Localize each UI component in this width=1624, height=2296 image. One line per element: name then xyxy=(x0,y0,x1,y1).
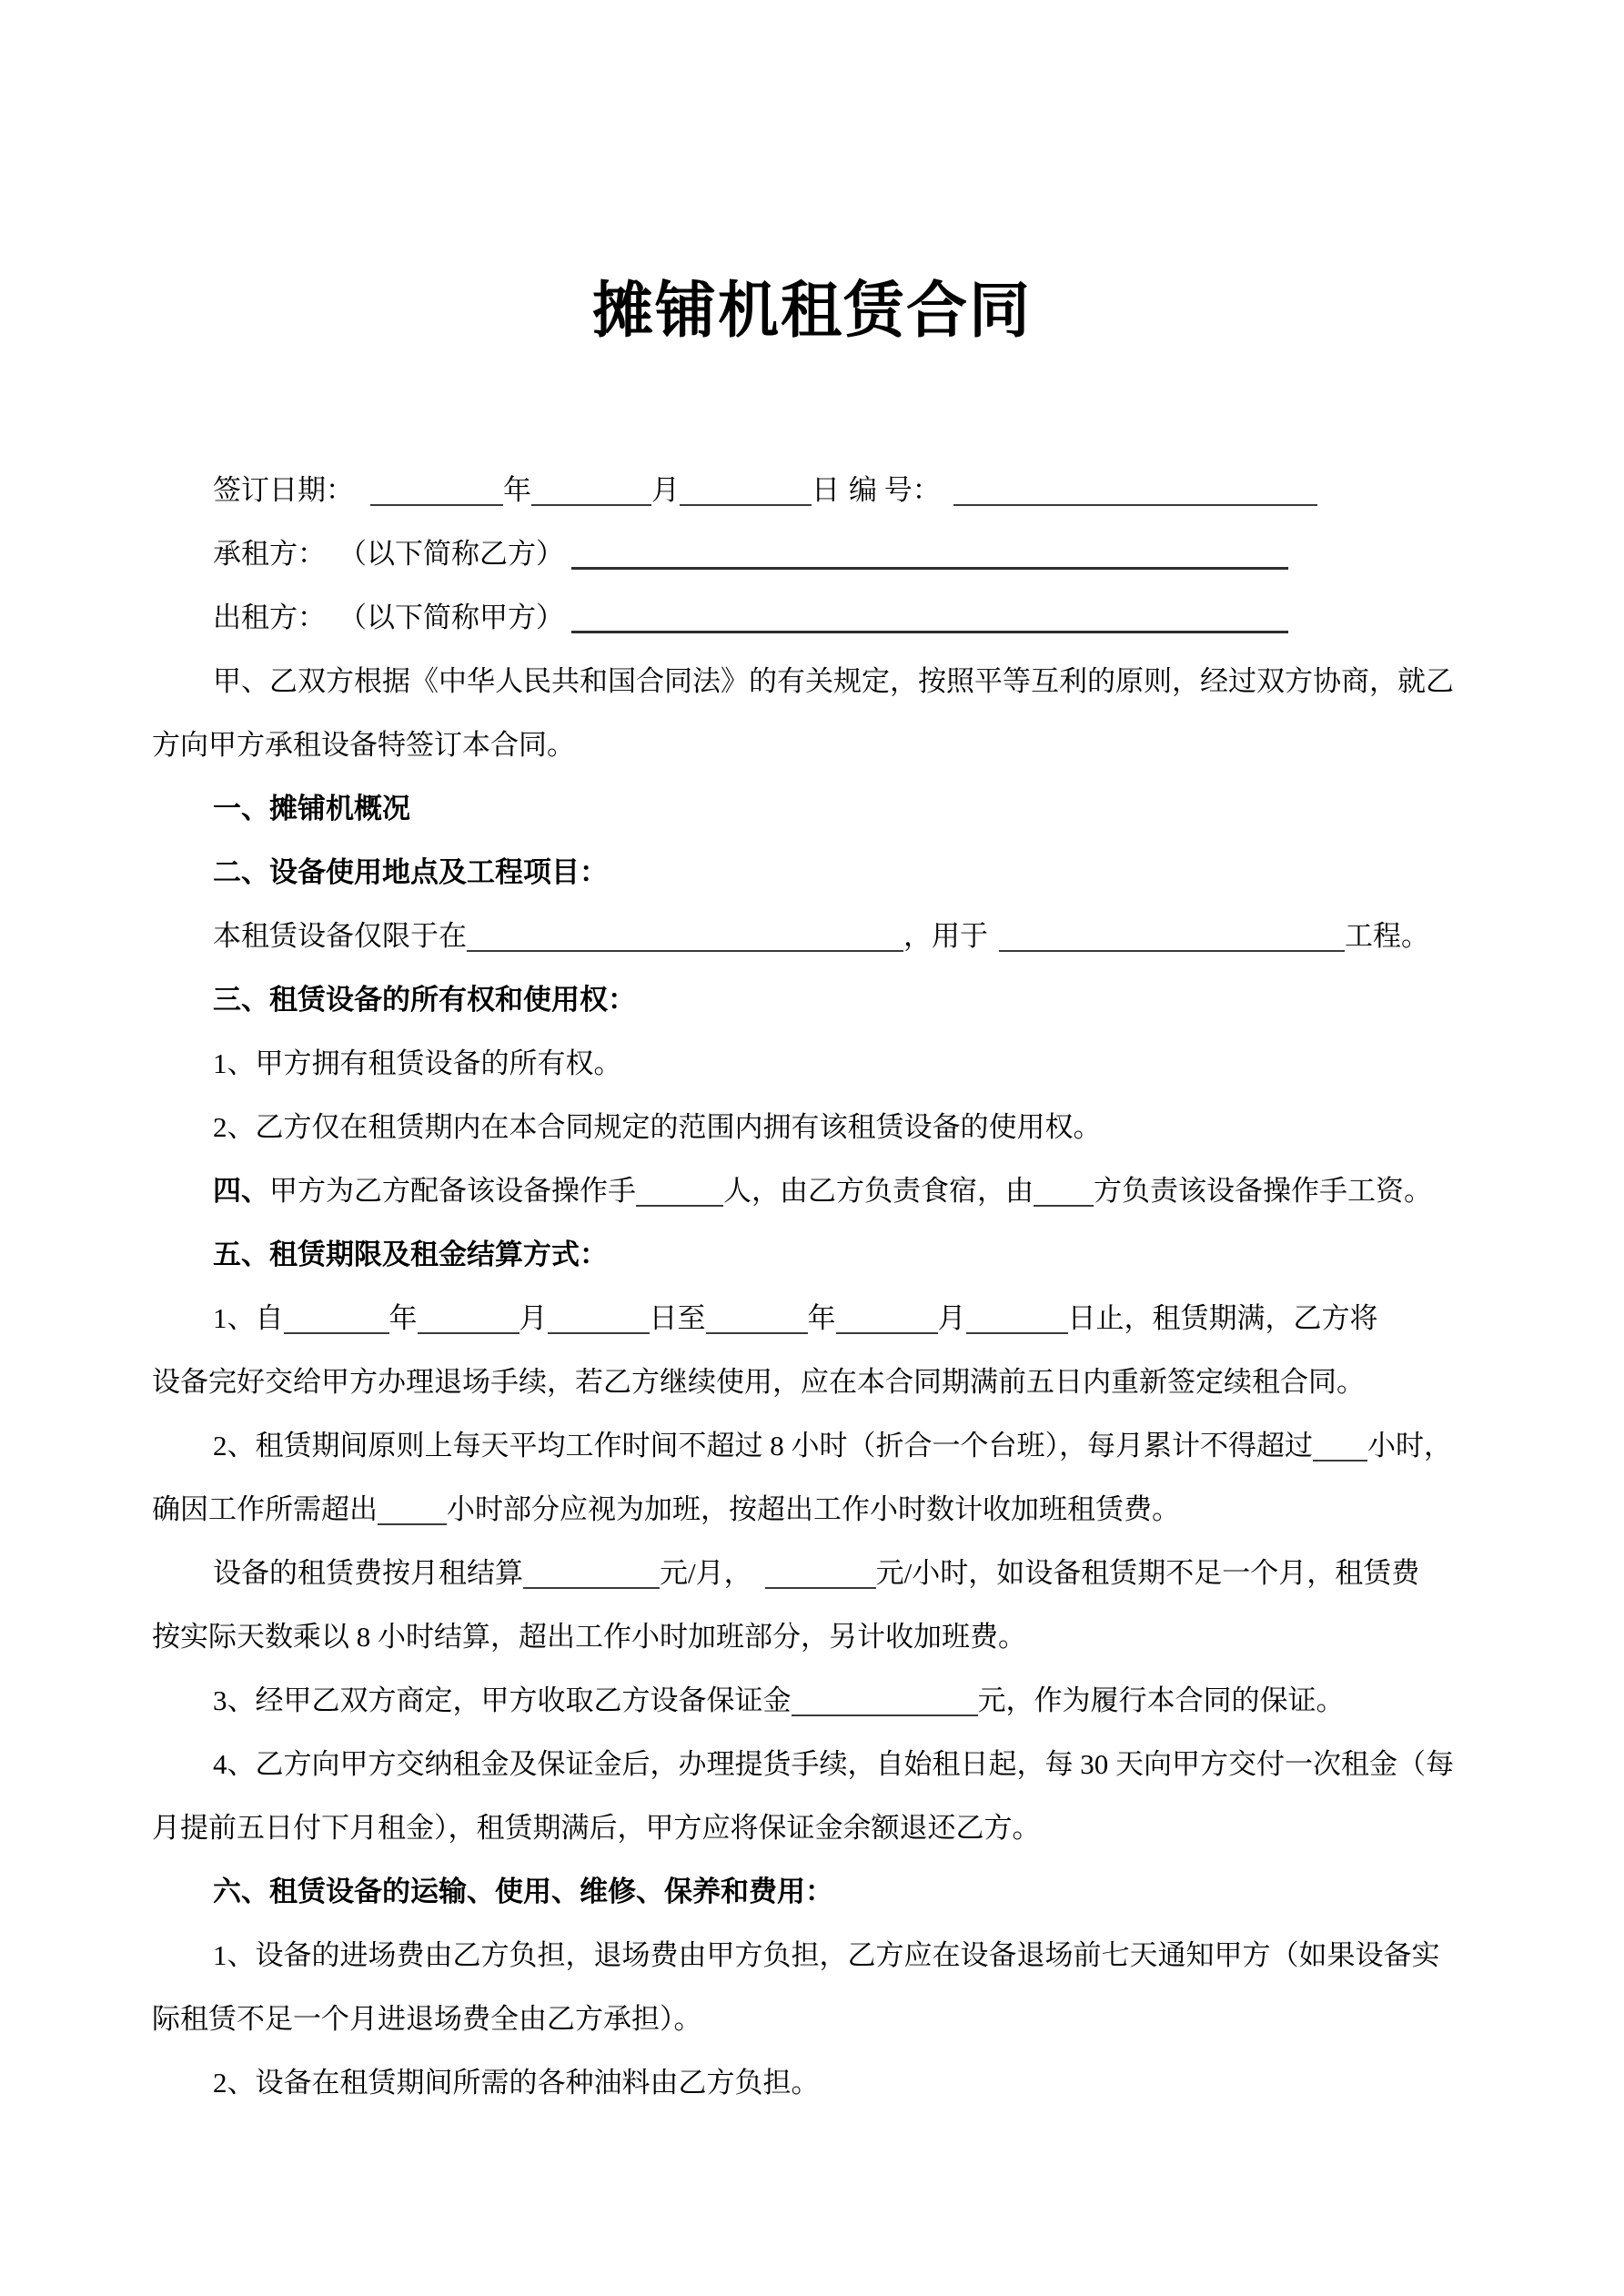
body-text: 方负责该设备操作手工资。 xyxy=(1094,1175,1432,1207)
fill-in-blank xyxy=(680,477,812,506)
document-line xyxy=(213,1872,833,1912)
fill-in-blank xyxy=(531,477,651,506)
body-text: 本租赁设备仅限于在 xyxy=(213,920,467,952)
fill-in-blank xyxy=(571,540,1288,570)
spacer xyxy=(988,944,999,946)
document-line xyxy=(213,789,410,829)
body-text: 2、乙方仅在租赁期内在本合同规定的范围内拥有该租赁设备的使用权。 xyxy=(213,1111,1102,1143)
fill-in-blank xyxy=(1034,1178,1094,1207)
body-text: 日 xyxy=(812,474,840,506)
body-text: 按实际天数乘以 8 小时结算，超出工作小时加班部分，另计收加班费。 xyxy=(152,1621,1026,1653)
body-text: 小时部分应视为加班，按超出工作小时数计收加班租赁费。 xyxy=(447,1493,1180,1525)
body-text: 方向甲方承租设备特签订本合同。 xyxy=(152,729,575,761)
heading-text: 一、摊铺机概况 xyxy=(213,793,410,824)
body-text: 日至 xyxy=(649,1302,706,1334)
body-text: 2、设备在租赁期间所需的各种油料由乙方负担。 xyxy=(213,2067,820,2099)
body-text: 承租方： xyxy=(213,538,326,570)
document-line xyxy=(213,980,636,1020)
document-line xyxy=(213,1681,1345,1721)
fill-in-blank xyxy=(571,603,1288,633)
body-text: 4、乙方向甲方交纳租金及保证金后，办理提货手续，自始租日起，每 30 天向甲方交付一次租金（每 xyxy=(213,1748,1454,1780)
fill-in-blank xyxy=(636,1178,723,1207)
body-text: 月 xyxy=(651,474,680,506)
fill-in-blank xyxy=(765,1560,876,1589)
document-line xyxy=(213,1108,1102,1148)
body-text: 年 xyxy=(807,1302,836,1334)
document-line xyxy=(213,1299,1378,1339)
fill-in-blank xyxy=(418,1305,519,1334)
body-text: 出租方： xyxy=(213,602,326,633)
body-text: 际租赁不足一个月进退场费全由乙方承担）。 xyxy=(152,2003,702,2035)
document-title: 摊铺机租赁合同 xyxy=(592,278,1032,345)
body-text: （以下简称乙方） xyxy=(338,538,564,570)
heading-text: 四、 xyxy=(213,1175,269,1207)
body-text: 甲方为乙方配备该设备操作手 xyxy=(269,1175,636,1207)
body-text: 年 xyxy=(388,1302,418,1334)
spacer xyxy=(564,625,571,627)
spacer xyxy=(752,1581,765,1583)
body-text: 元/小时，如设备租赁期不足一个月，租赁费 xyxy=(875,1557,1420,1589)
body-text: 月提前五日付下月租金），租赁期满后，甲方应将保证金余额退还乙方。 xyxy=(152,1812,1041,1844)
document-line xyxy=(213,1936,1440,1976)
document-line xyxy=(213,1044,622,1084)
document-line xyxy=(213,853,608,893)
spacer xyxy=(564,561,571,563)
heading-text: 三、租赁设备的所有权和使用权： xyxy=(213,984,636,1016)
document-line xyxy=(152,1808,1041,1848)
heading-text: 六、租赁设备的运输、使用、维修、保养和费用： xyxy=(213,1876,833,1907)
fill-in-blank xyxy=(1313,1432,1367,1462)
document-line xyxy=(152,1999,702,2039)
fill-in-blank xyxy=(792,1687,978,1716)
document-line xyxy=(213,1745,1454,1785)
spacer xyxy=(354,498,370,500)
document-line xyxy=(213,1235,608,1275)
document-line xyxy=(152,725,575,765)
heading-text: 五、租赁期限及租金结算方式： xyxy=(213,1239,608,1270)
fill-in-blank xyxy=(284,1305,389,1334)
fill-in-blank xyxy=(523,1560,660,1589)
spacer xyxy=(326,625,338,627)
document-line xyxy=(213,470,1317,511)
document-line xyxy=(213,916,1429,956)
body-text: 2、租赁期间原则上每天平均工作时间不超过 8 小时（折合一个台班），每月累计不得超过 xyxy=(213,1430,1313,1462)
body-text: 元/月， xyxy=(660,1557,752,1589)
body-text: 编 号： xyxy=(849,474,941,506)
body-text: 日止，租赁期满，乙方将 xyxy=(1067,1302,1378,1334)
fill-in-blank xyxy=(953,477,1317,506)
body-text: ，用于 xyxy=(903,920,988,952)
body-text: 月 xyxy=(937,1302,966,1334)
document-line xyxy=(152,1490,1180,1530)
spacer xyxy=(840,498,849,500)
spacer xyxy=(941,498,953,500)
body-text: 确因工作所需超出 xyxy=(152,1493,378,1525)
body-text: 设备的租赁费按月租结算 xyxy=(213,1557,523,1589)
fill-in-blank xyxy=(966,1305,1068,1334)
document-line xyxy=(213,1553,1419,1593)
document-line xyxy=(213,1426,1452,1466)
fill-in-blank xyxy=(378,1496,447,1525)
document-line xyxy=(213,534,1288,574)
fill-in-blank xyxy=(467,923,903,952)
body-text: 甲、乙双方根据《中华人民共和国合同法》的有关规定，按照平等互利的原则，经过双方协商，就乙 xyxy=(213,665,1454,697)
body-text: 年 xyxy=(503,474,531,506)
document-line xyxy=(152,1617,1026,1657)
document-line xyxy=(213,598,1288,638)
body-text: 月 xyxy=(519,1302,548,1334)
document-line xyxy=(152,1362,1365,1402)
body-text: 1、设备的进场费由乙方负担，退场费由甲方负担，乙方应在设备退场前七天通知甲方（如果设备实 xyxy=(213,1939,1440,1971)
body-text: 元，作为履行本合同的保证。 xyxy=(977,1684,1345,1716)
fill-in-blank xyxy=(370,477,503,506)
body-text: 签订日期： xyxy=(213,474,354,506)
fill-in-blank xyxy=(548,1305,650,1334)
body-text: 1、自 xyxy=(213,1302,284,1334)
fill-in-blank xyxy=(706,1305,808,1334)
body-text: （以下简称甲方） xyxy=(338,602,564,633)
body-text: 工程。 xyxy=(1345,920,1429,952)
fill-in-blank xyxy=(999,923,1345,952)
body-text: 1、甲方拥有租赁设备的所有权。 xyxy=(213,1047,622,1079)
body-text: 小时， xyxy=(1367,1430,1452,1462)
heading-text: 二、设备使用地点及工程项目： xyxy=(213,856,608,888)
spacer xyxy=(326,561,338,563)
document-line xyxy=(213,1171,1432,1211)
document-line xyxy=(213,662,1454,702)
body-text: 人，由乙方负责食宿，由 xyxy=(723,1175,1034,1207)
body-text: 设备完好交给甲方办理退场手续，若乙方继续使用，应在本合同期满前五日内重新签定续租合同。 xyxy=(152,1366,1365,1398)
fill-in-blank xyxy=(836,1305,938,1334)
document-line xyxy=(213,2063,820,2103)
body-text: 3、经甲乙双方商定，甲方收取乙方设备保证金 xyxy=(213,1684,792,1716)
